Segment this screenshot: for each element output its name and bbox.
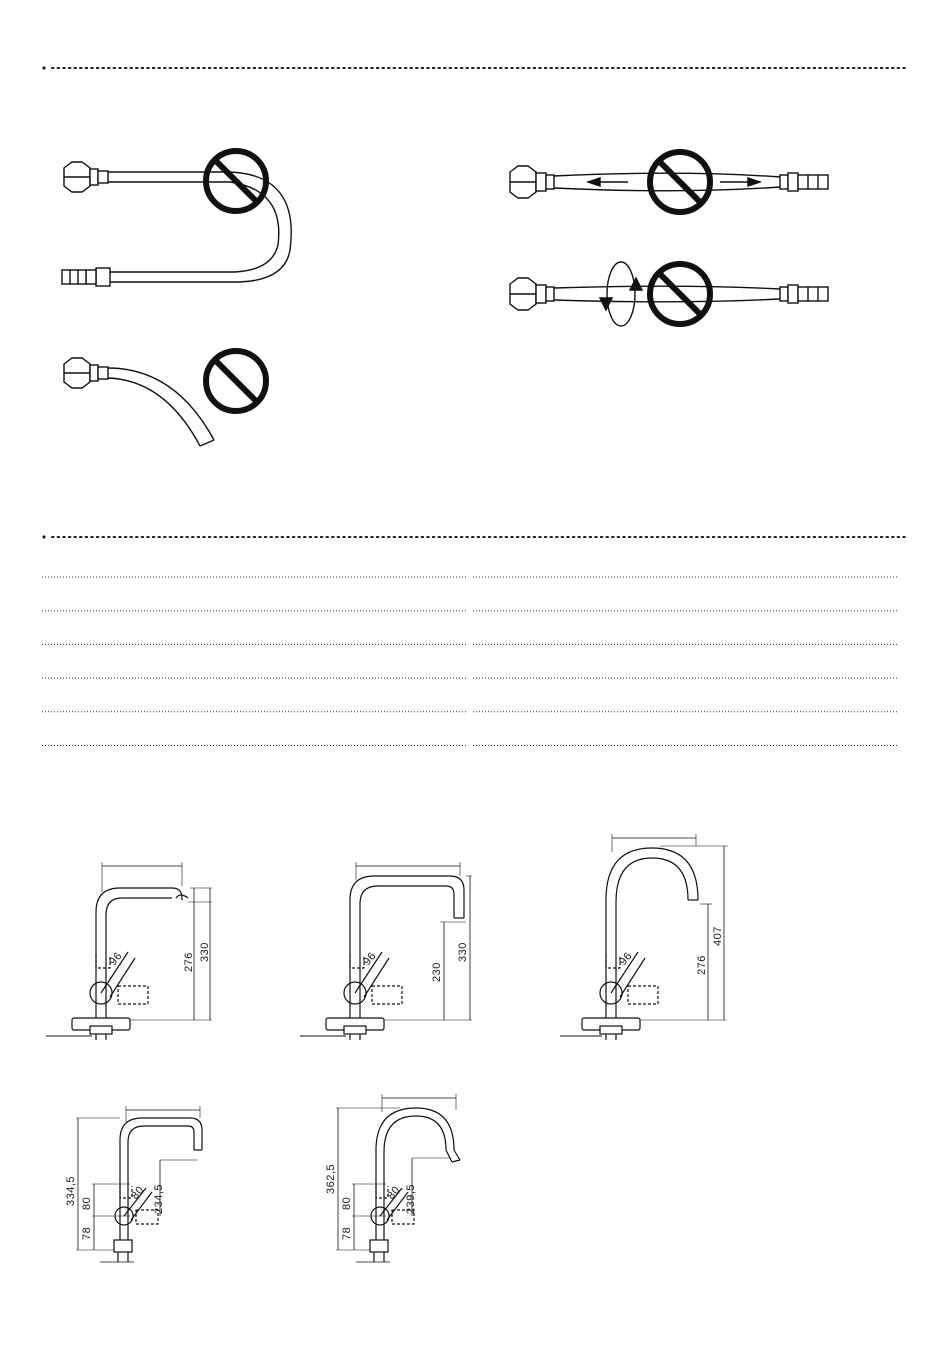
no-symbol-icon	[650, 152, 710, 212]
faucet-diagram-d	[76, 1106, 202, 1262]
dim-d-total: 334,5	[65, 1175, 77, 1206]
section-divider-middle	[42, 535, 908, 538]
dim-b-h1: 230	[431, 962, 443, 982]
dim-a-h1: 276	[183, 952, 195, 972]
dim-d-spout: 234,5	[153, 1183, 165, 1214]
dim-b-h2: 330	[457, 942, 469, 962]
dim-a-angle: 96	[107, 950, 125, 968]
dim-e-total: 362,5	[325, 1163, 337, 1194]
faucet-diagram-c	[560, 834, 728, 1040]
hose-kinked-loop	[62, 162, 291, 286]
dim-d-angle: 80	[129, 1184, 147, 1202]
no-symbol-icon	[206, 151, 266, 211]
dim-a-h2: 330	[199, 942, 211, 962]
dim-b-angle: 96	[361, 950, 379, 968]
hose-twisted	[510, 262, 828, 326]
dim-c-angle: 96	[617, 950, 635, 968]
dim-e-spout: 239,5	[405, 1183, 417, 1214]
hose-bent-arc	[64, 358, 214, 446]
info-table	[42, 577, 898, 746]
faucet-diagram-b	[300, 862, 472, 1040]
dim-c-h1: 276	[696, 955, 708, 975]
dim-e-base: 78	[341, 1226, 353, 1240]
dim-e-mid: 80	[341, 1196, 353, 1210]
dim-c-h2: 407	[712, 926, 724, 946]
dim-d-mid: 80	[81, 1196, 93, 1210]
dim-d-base: 78	[81, 1226, 93, 1240]
no-symbol-icon	[206, 351, 266, 411]
faucet-diagram-e	[336, 1094, 460, 1262]
dim-e-angle: 80	[385, 1184, 403, 1202]
section-divider-top	[42, 66, 908, 69]
no-symbol-icon	[650, 264, 710, 324]
faucet-diagram-a	[46, 862, 212, 1040]
